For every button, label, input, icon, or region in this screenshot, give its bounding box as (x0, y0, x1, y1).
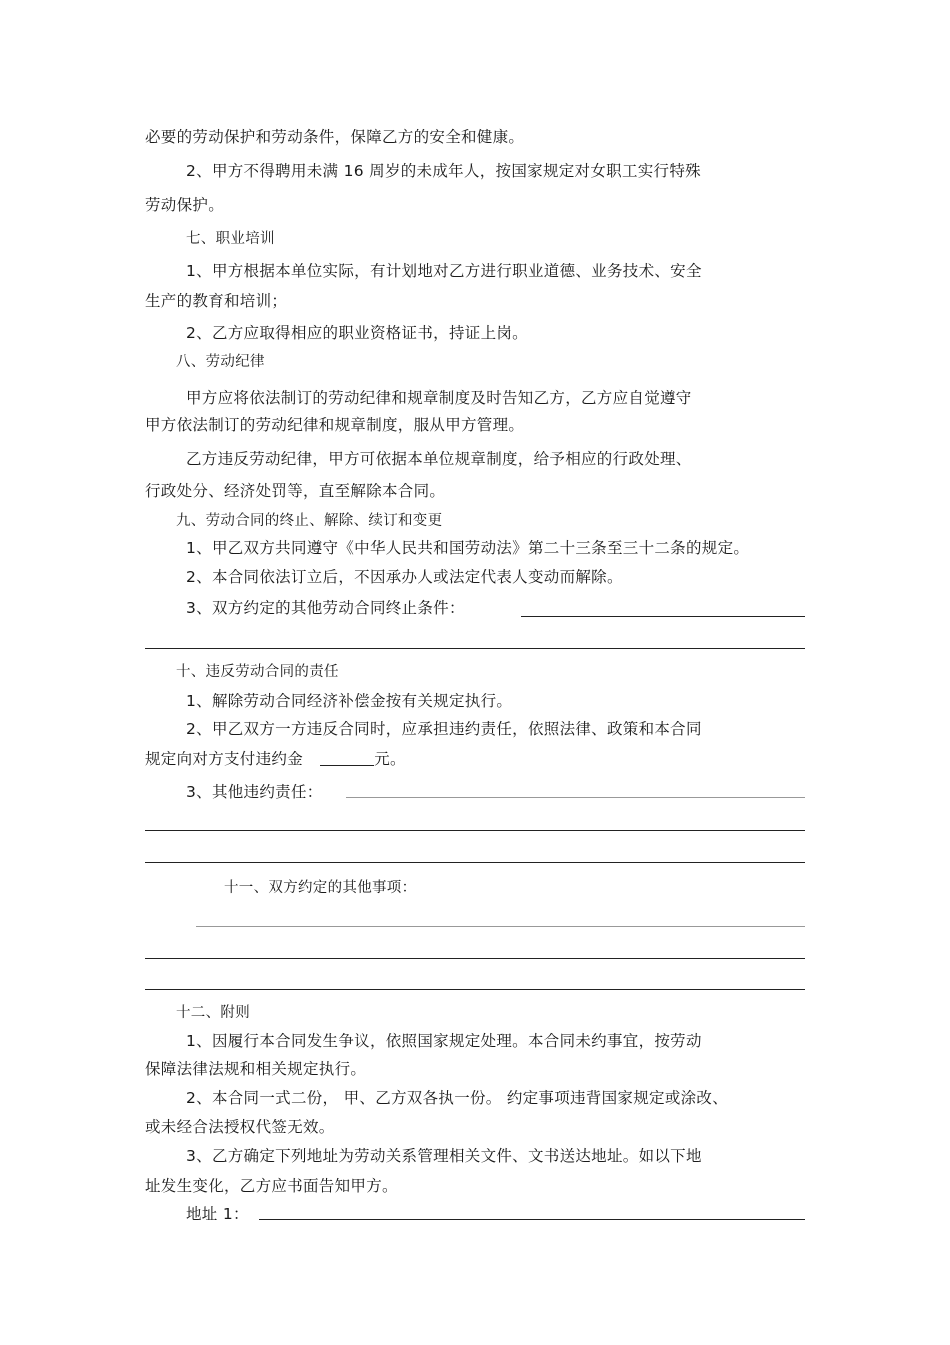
paragraph-line: 行政处分、经济处罚等，直至解除本合同。 (145, 482, 446, 500)
fill-in-line (145, 830, 805, 831)
section-heading-11: 十一、双方约定的其他事项： (224, 880, 417, 896)
paragraph-line: 2、甲乙双方一方违反合同时，应承担违约责任，依照法律、政策和本合同 (186, 720, 702, 738)
paragraph-line: 生产的教育和培训； (145, 292, 288, 310)
paragraph-line: 2、本合同依法订立后，不因承办人或法定代表人变动而解除。 (186, 568, 623, 586)
paragraph-line: 甲方依法制订的劳动纪律和规章制度，服从甲方管理。 (145, 416, 525, 434)
address-label: 地址 1： (186, 1205, 249, 1223)
paragraph-line: 1、因履行本合同发生争议，依照国家规定处理。本合同未约事宜，按劳动 (186, 1032, 702, 1050)
section-heading-9: 九、劳动合同的终止、解除、续订和变更 (176, 513, 443, 529)
paragraph-line: 1、甲方根据本单位实际，有计划地对乙方进行职业道德、业务技术、安全 (186, 262, 702, 280)
address-fill-line (259, 1219, 805, 1220)
paragraph-line: 1、甲乙双方共同遵守《中华人民共和国劳动法》第二十三条至三十二条的规定。 (186, 539, 750, 557)
paragraph-line: 2、本合同一式二份， 甲、乙方双各执一份。 约定事项违背国家规定或涂改、 (186, 1089, 729, 1107)
paragraph-line: 3、乙方确定下列地址为劳动关系管理相关文件、文书送达地址。如以下地 (186, 1147, 702, 1165)
fill-in-line (346, 797, 805, 798)
paragraph-line: 或未经合法授权代签无效。 (145, 1118, 335, 1136)
paragraph-line: 乙方违反劳动纪律，甲方可依据本单位规章制度，给予相应的行政处理、 (186, 450, 692, 468)
fill-in-line (145, 989, 805, 990)
text-segment: 元。 (374, 750, 406, 768)
paragraph-line (145, 749, 406, 769)
paragraph-line: 址发生变化，乙方应书面告知甲方。 (145, 1177, 398, 1195)
fill-in-line (521, 616, 805, 617)
paragraph-line: 3、其他违约责任： (186, 783, 323, 801)
section-heading-7: 七、职业培训 (186, 231, 275, 247)
fill-in-line (145, 958, 805, 959)
paragraph-line: 必要的劳动保护和劳动条件，保障乙方的安全和健康。 (145, 128, 525, 146)
paragraph-line: 劳动保护。 (145, 196, 225, 214)
paragraph-line: 3、双方约定的其他劳动合同终止条件： (186, 599, 465, 617)
fill-in-line (145, 648, 805, 649)
paragraph-line: 保障法律法规和相关规定执行。 (145, 1060, 367, 1078)
fill-in-line (145, 862, 805, 863)
paragraph-line: 2、甲方不得聘用未满 16 周岁的未成年人，按国家规定对女职工实行特殊 (186, 162, 701, 180)
section-heading-8: 八、劳动纪律 (176, 354, 265, 370)
text-segment: 规定向对方支付违约金 (145, 750, 304, 768)
section-heading-12: 十二、附则 (176, 1005, 250, 1021)
paragraph-line: 甲方应将依法制订的劳动纪律和规章制度及时告知乙方，乙方应自觉遵守 (186, 389, 692, 407)
paragraph-line: 1、解除劳动合同经济补偿金按有关规定执行。 (186, 692, 513, 710)
paragraph-line: 2、乙方应取得相应的职业资格证书，持证上岗。 (186, 324, 528, 342)
section-heading-10: 十、违反劳动合同的责任 (176, 664, 339, 680)
fill-in-line (196, 926, 805, 927)
penalty-amount-blank (320, 751, 374, 766)
